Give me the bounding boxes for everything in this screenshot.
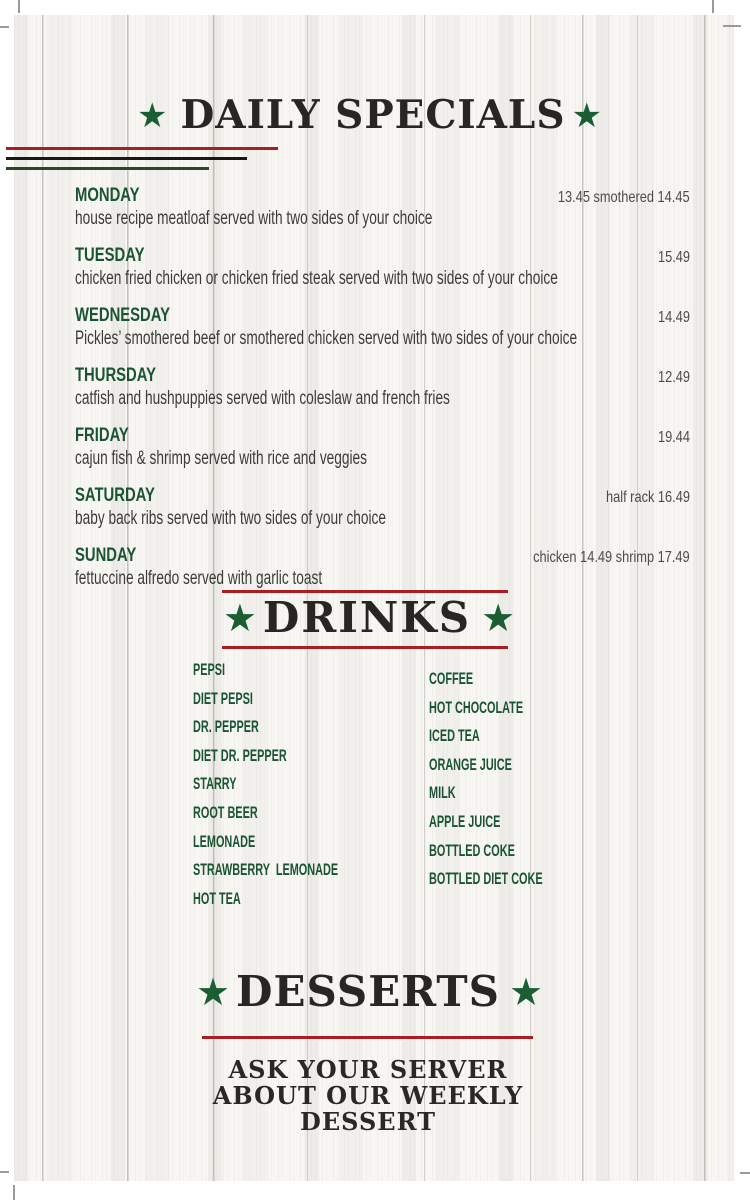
drink-item: DIET DR. PEPPER <box>193 745 287 765</box>
desserts-title: DESSERTS <box>236 967 500 1016</box>
drink-item: MILK <box>429 783 456 803</box>
day-price: 13.45 smothered 14.45 <box>558 189 690 206</box>
day-label: SATURDAY <box>75 485 155 506</box>
day-description: baby back ribs served with two sides of your choice <box>75 508 386 529</box>
drink-item: ROOT BEER <box>193 802 258 822</box>
daily-specials-list <box>75 185 690 605</box>
drink-item: APPLE JUICE <box>429 811 501 831</box>
star-icon: ★ <box>571 95 603 136</box>
drink-item: COFFEE <box>429 669 474 688</box>
crop-mark <box>712 0 714 13</box>
day-label: WEDNESDAY <box>75 305 170 326</box>
daily-special-row <box>75 365 690 425</box>
drink-item: DIET PEPSI <box>193 688 253 708</box>
crop-mark <box>13 1185 15 1200</box>
drink-item: HOT TEA <box>193 888 241 908</box>
star-icon: ★ <box>481 596 518 640</box>
drink-item: BOTTLED COKE <box>429 840 515 860</box>
day-description: chicken fried chicken or chicken fried steak served with two sides of your choice <box>75 268 558 289</box>
day-description: Pickles’ smothered beef or smothered chicken served with two sides of your choice <box>75 328 578 349</box>
day-price: chicken 14.49 shrimp 17.49 <box>533 549 690 566</box>
drink-item: STRAWBERRY LEMONADE <box>193 860 339 880</box>
drink-item: ICED TEA <box>429 726 480 746</box>
star-icon: ★ <box>137 95 169 136</box>
drinks-column-left <box>193 656 420 913</box>
drink-item: LEMONADE <box>193 831 256 851</box>
crop-mark <box>0 26 9 28</box>
day-price: 14.49 <box>657 309 690 326</box>
divider-line-black <box>6 157 247 160</box>
divider-line-green <box>6 167 209 170</box>
day-description: house recipe meatloaf served with two sides of your choice <box>75 208 433 229</box>
daily-specials-title: DAILY SPECIALS <box>180 92 566 138</box>
dessert-note <box>0 1057 736 1135</box>
day-description: cajun fish & shrimp served with rice and veggies <box>75 448 367 469</box>
daily-special-row <box>75 425 690 485</box>
day-description: fettuccine alfredo served with garlic toast <box>75 568 323 589</box>
star-icon: ★ <box>195 970 232 1014</box>
drinks-divider-bottom <box>222 646 508 649</box>
crop-mark <box>723 25 741 27</box>
star-icon: ★ <box>508 970 545 1014</box>
daily-specials-header <box>0 92 740 138</box>
day-price: half rack 16.49 <box>606 489 690 506</box>
drink-item: DR. PEPPER <box>193 717 259 737</box>
drink-item: BOTTLED DIET COKE <box>429 869 543 889</box>
day-label: TUESDAY <box>75 245 145 266</box>
drink-item: STARRY <box>193 774 237 794</box>
drinks-title: DRINKS <box>262 593 472 642</box>
crop-mark <box>18 0 20 13</box>
desserts-header <box>0 967 740 1016</box>
day-price: 15.49 <box>657 249 690 266</box>
day-label: FRIDAY <box>75 425 129 446</box>
drink-item: PEPSI <box>193 660 226 679</box>
daily-special-row <box>75 485 690 545</box>
daily-special-row <box>75 185 690 245</box>
day-label: SUNDAY <box>75 545 137 566</box>
day-price: 19.44 <box>657 429 690 446</box>
crop-mark <box>740 1172 750 1174</box>
desserts-divider <box>202 1036 533 1039</box>
day-label: THURSDAY <box>75 365 156 386</box>
dessert-note-line: DESSERT <box>300 1107 436 1136</box>
divider-line-red <box>6 147 278 150</box>
drinks-header <box>0 593 740 642</box>
dessert-note-line: ASK YOUR SERVER <box>228 1055 508 1084</box>
drinks-column-right <box>429 665 607 894</box>
day-label: MONDAY <box>75 185 140 206</box>
drink-item: HOT CHOCOLATE <box>429 697 524 717</box>
daily-special-row <box>75 245 690 305</box>
daily-special-row <box>75 305 690 365</box>
dessert-note-line: ABOUT OUR WEEKLY <box>212 1081 524 1110</box>
star-icon: ★ <box>222 596 259 640</box>
crop-mark <box>0 1171 9 1173</box>
drink-item: ORANGE JUICE <box>429 754 512 774</box>
day-price: 12.49 <box>657 369 690 386</box>
day-description: catfish and hushpuppies served with coleslaw and french fries <box>75 388 450 409</box>
